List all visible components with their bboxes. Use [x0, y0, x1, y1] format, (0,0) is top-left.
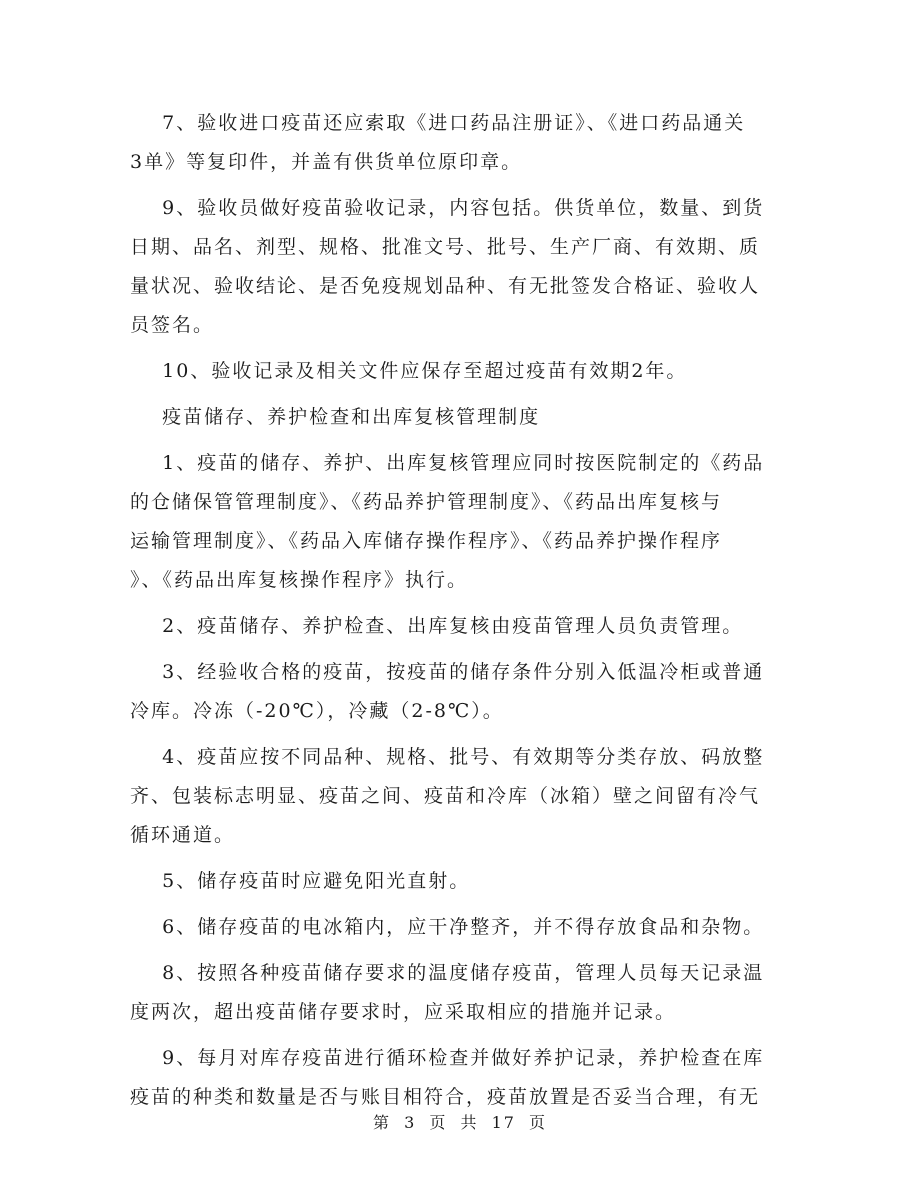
paragraph-line: 量状况、验收结论、是否免疫规划品种、有无批签发合格证、验收人	[130, 275, 761, 297]
paragraph-line: 度两次，超出疫苗储存要求时，应采取相应的措施并记录。	[130, 1001, 677, 1023]
paragraph-line: 运输管理制度》、《药品入库储存操作程序》、《药品养护操作程序	[130, 530, 723, 552]
paragraph	[130, 607, 785, 646]
paragraph-line: 6、储存疫苗的电冰箱内，应干净整齐，并不得存放食品和杂物。	[130, 916, 765, 938]
paragraph	[130, 352, 785, 391]
document-body	[130, 104, 785, 1117]
paragraph-line: 4、疫苗应按不同品种、规格、批号、有效期等分类存放、码放整	[130, 746, 765, 768]
paragraph	[130, 104, 785, 182]
footer-page-word: 页	[429, 1113, 448, 1132]
paragraph-line: 9、验收员做好疫苗验收记录，内容包括。供货单位，数量、到货	[130, 197, 765, 219]
paragraph-line: 9、每月对库存疫苗进行循环检查并做好养护记录，养护检查在库	[130, 1047, 765, 1069]
paragraph	[130, 398, 785, 437]
paragraph-line: 2、疫苗储存、养护检查、出库复核由疫苗管理人员负责管理。	[130, 615, 744, 637]
paragraph-line: 疫苗的种类和数量是否与账目相符合，疫苗放置是否妥当合理，有无	[130, 1086, 761, 1108]
paragraph	[130, 908, 785, 947]
paragraph-line: 疫苗储存、养护检查和出库复核管理制度	[130, 406, 541, 428]
footer-total-pages: 17	[491, 1113, 516, 1132]
paragraph-line: 3、经验收合格的疫苗，按疫苗的储存条件分别入低温冷柜或普通	[130, 661, 765, 683]
paragraph-line: 齐、包装标志明显、疫苗之间、疫苗和冷库（冰箱）壁之间留有冷气	[130, 785, 761, 807]
footer-suffix: 页	[529, 1113, 548, 1132]
page-footer	[0, 1110, 920, 1133]
footer-current-page: 3	[404, 1113, 417, 1132]
paragraph-line: 》、《药品出库复核操作程序》执行。	[130, 569, 469, 591]
paragraph-line: 7、验收进口疫苗还应索取《进口药品注册证》、《进口药品通关	[130, 112, 746, 134]
paragraph	[130, 1039, 785, 1117]
paragraph	[130, 738, 785, 855]
paragraph	[130, 653, 785, 731]
paragraph	[130, 862, 785, 901]
paragraph-line: 的仓储保管管理制度》、《药品养护管理制度》、《药品出库复核与	[130, 491, 723, 513]
footer-prefix: 第	[372, 1113, 391, 1132]
paragraph	[130, 444, 785, 600]
paragraph-line: 10、验收记录及相关文件应保存至超过疫苗有效期2年。	[130, 360, 688, 382]
paragraph-line: 循环通道。	[130, 824, 236, 846]
paragraph-line: 5、储存疫苗时应避免阳光直射。	[130, 870, 471, 892]
paragraph	[130, 189, 785, 345]
paragraph-line: 日期、品名、剂型、规格、批准文号、批号、生产厂商、有效期、质	[130, 236, 761, 258]
paragraph-line: 员签名。	[130, 314, 215, 336]
paragraph	[130, 954, 785, 1032]
paragraph-line: 冷库。冷冻（-20℃），冷藏（2-8℃）。	[130, 700, 504, 722]
footer-total-word: 共	[460, 1113, 479, 1132]
paragraph-line: 8、按照各种疫苗储存要求的温度储存疫苗，管理人员每天记录温	[130, 962, 765, 984]
paragraph-line: 3单》等复印件，并盖有供货单位原印章。	[130, 151, 523, 173]
paragraph-line: 1、疫苗的储存、养护、出库复核管理应同时按医院制定的《药品	[130, 452, 765, 474]
